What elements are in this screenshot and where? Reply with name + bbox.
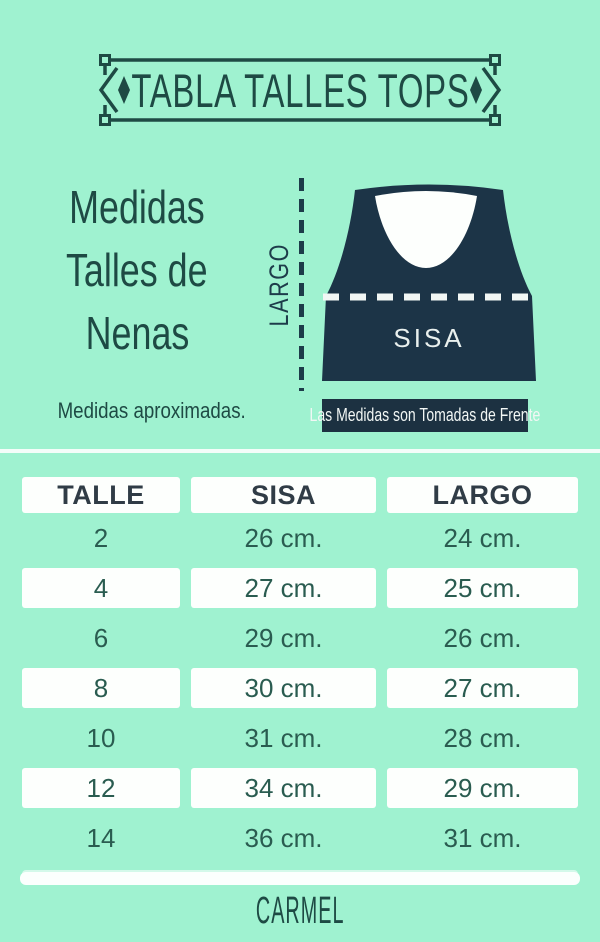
heading-line-2: Talles de — [66, 244, 208, 296]
footer-divider — [20, 872, 580, 885]
section-heading — [17, 176, 257, 365]
top-garment-illustration — [320, 184, 538, 384]
page-title: TABLA TALLES TOPS — [130, 63, 470, 117]
table-cell: 4 — [22, 568, 180, 608]
table-row — [22, 613, 600, 663]
heading-line-1: Medidas — [69, 181, 205, 233]
table-cell: 28 cm. — [443, 722, 522, 753]
table-cell: 12 — [22, 768, 180, 808]
table-cell: 24 cm. — [443, 522, 522, 553]
table-header-cell: SISA — [191, 477, 376, 513]
section-divider — [0, 449, 600, 453]
table-row — [22, 763, 600, 813]
table-row — [22, 563, 600, 613]
table-cell: 34 cm. — [191, 768, 376, 808]
table-row — [22, 513, 600, 563]
table-cell: 31 cm. — [244, 722, 323, 753]
table-cell: 29 cm. — [387, 768, 578, 808]
table-header-cell: LARGO — [387, 477, 578, 513]
table-row — [22, 713, 600, 763]
table-cell: 26 cm. — [443, 622, 522, 653]
table-row — [22, 813, 600, 863]
table-cell: 27 cm. — [387, 668, 578, 708]
largo-measure-line — [299, 178, 304, 391]
table-row — [22, 663, 600, 713]
table-cell: 25 cm. — [387, 568, 578, 608]
table-cell: 8 — [22, 668, 180, 708]
table-cell: 2 — [93, 522, 109, 553]
brand-logo: CARMEL — [255, 890, 345, 932]
table-cell: 14 — [86, 822, 116, 853]
sisa-label: SISA — [393, 323, 465, 353]
table-cell: 31 cm. — [443, 822, 522, 853]
title-plaque — [93, 54, 507, 126]
table-cell: 6 — [93, 622, 109, 653]
largo-axis-label: LARGO — [263, 243, 294, 327]
table-cell: 26 cm. — [244, 522, 323, 553]
approx-note: Medidas aproximadas. — [57, 398, 247, 423]
table-cell: 36 cm. — [244, 822, 323, 853]
table-cell: 10 — [86, 722, 116, 753]
table-header-row — [22, 477, 600, 513]
heading-line-3: Nenas — [85, 307, 189, 359]
measurement-caption-banner: Las Medidas son Tomadas de Frente — [322, 399, 528, 432]
size-table — [0, 477, 600, 863]
table-cell: 30 cm. — [191, 668, 376, 708]
table-cell: 29 cm. — [244, 622, 323, 653]
table-cell: 27 cm. — [191, 568, 376, 608]
table-header-cell: TALLE — [22, 477, 180, 513]
